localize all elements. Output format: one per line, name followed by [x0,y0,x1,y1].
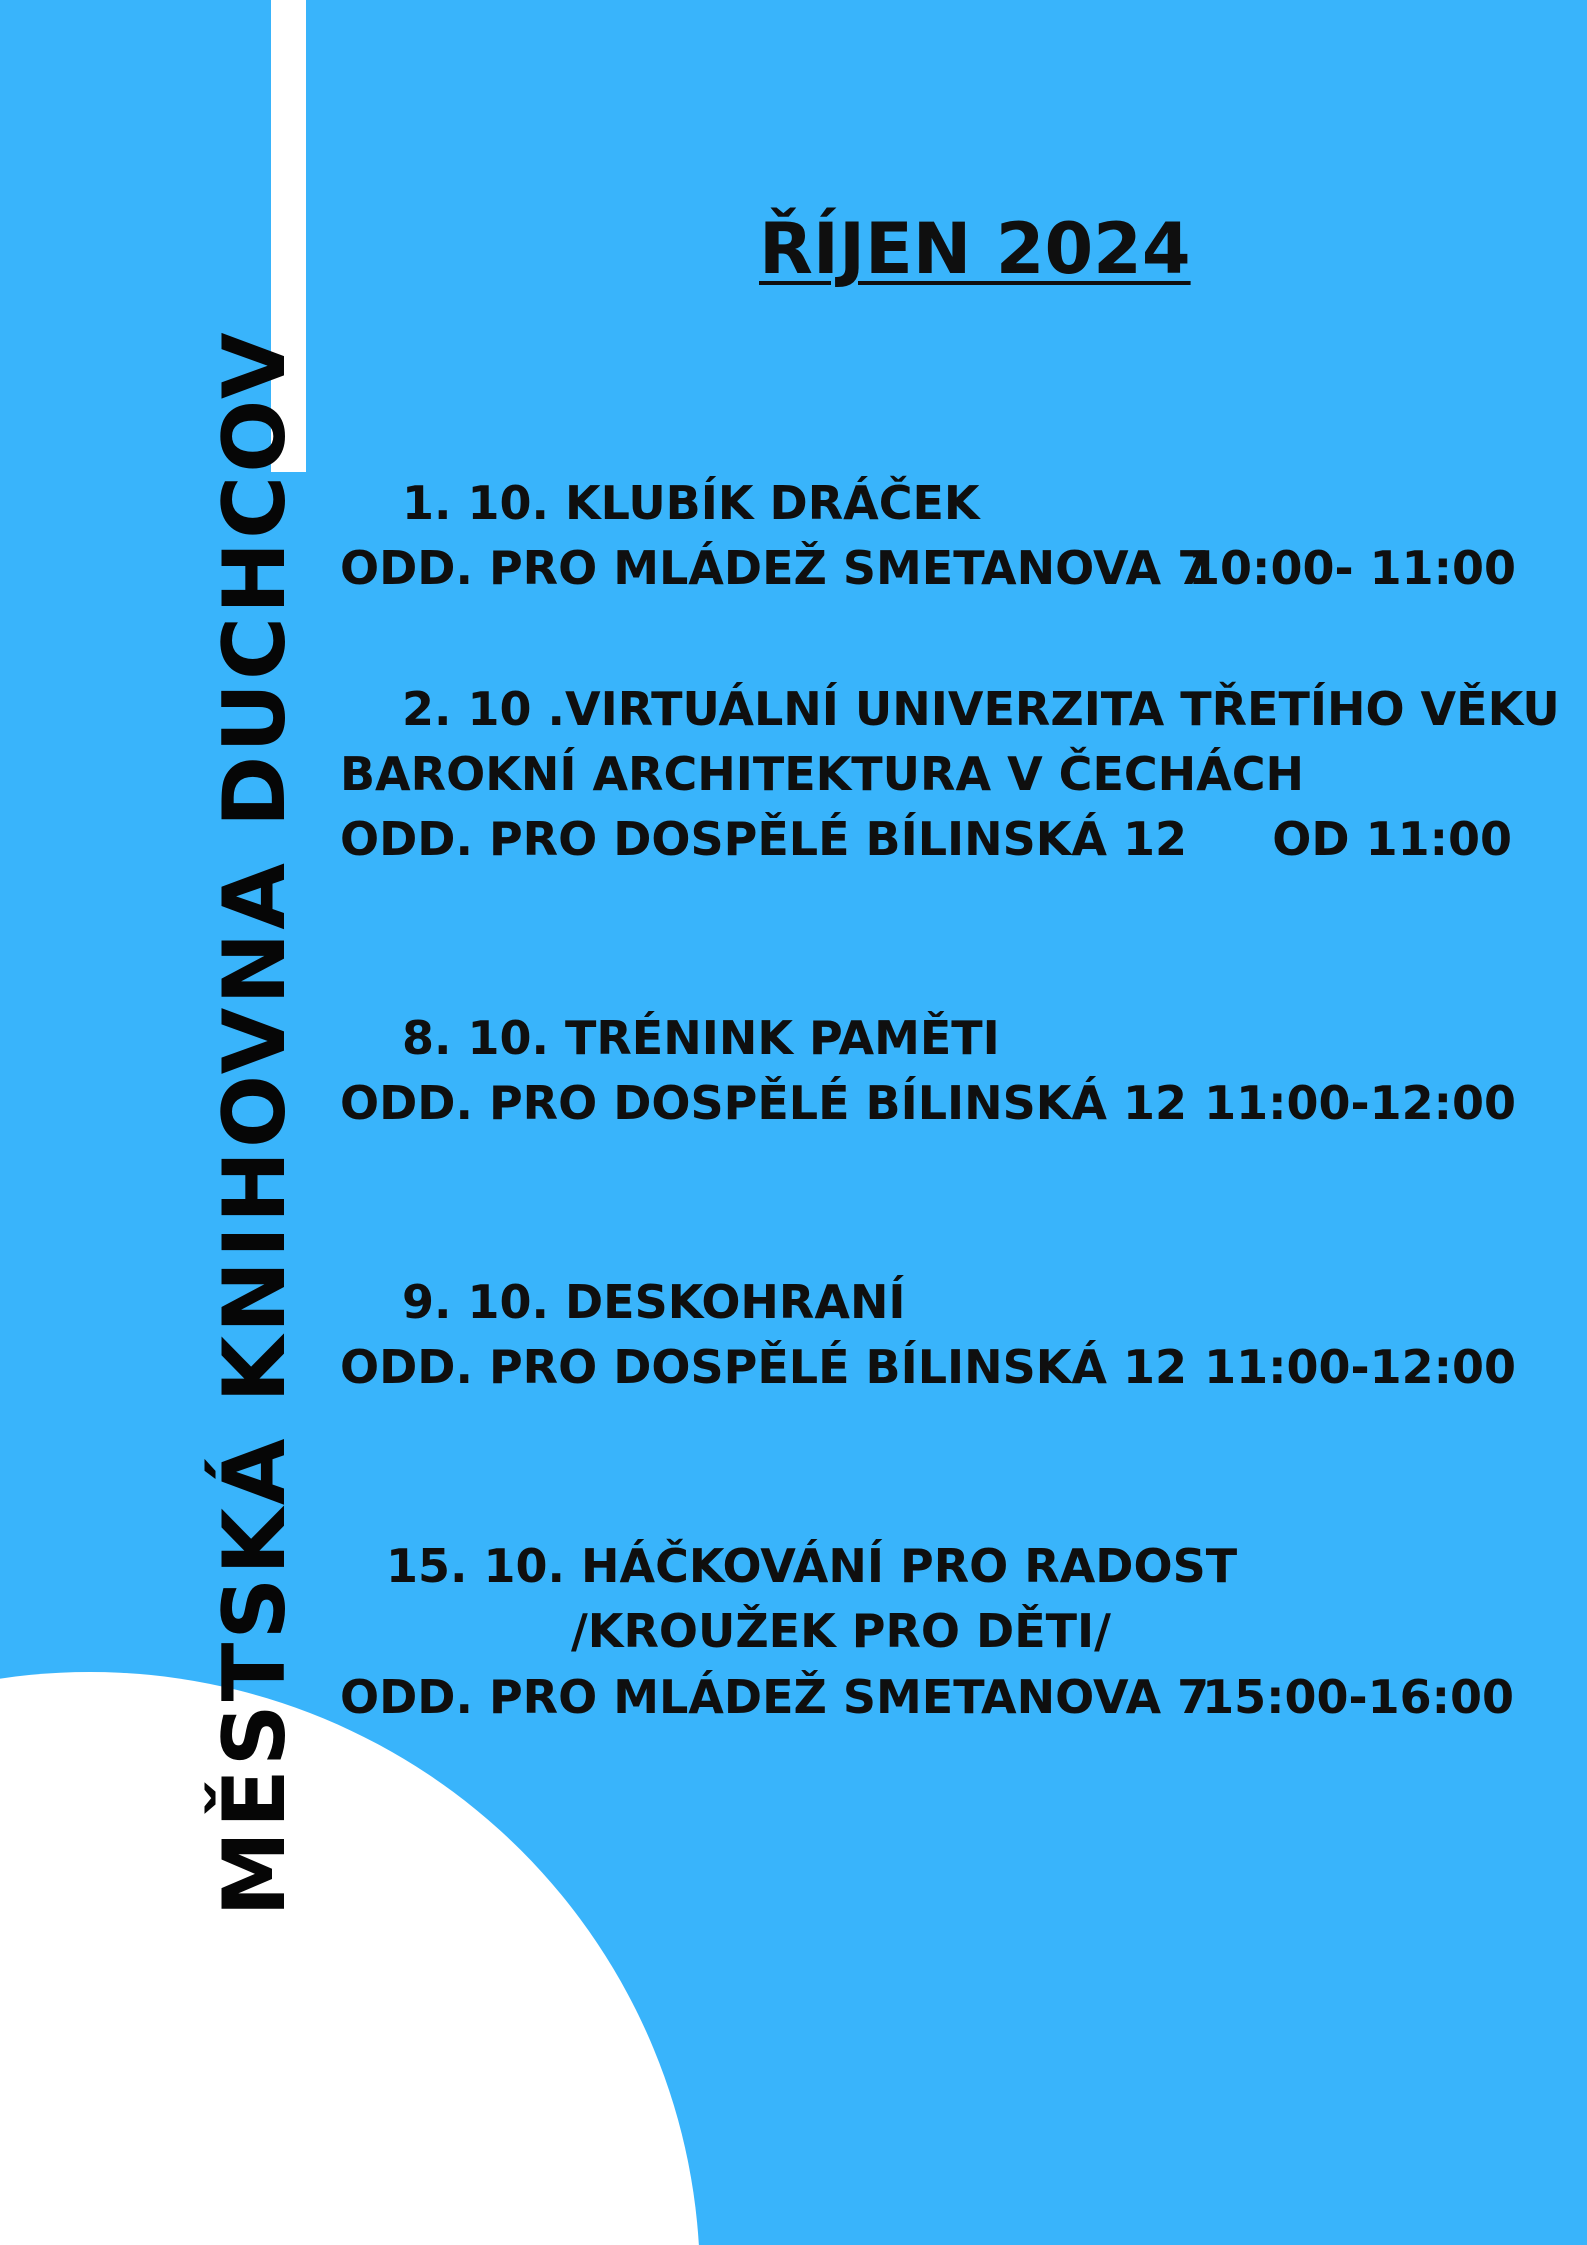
event-3-time: 11:00-12:00 [1204,1076,1516,1130]
event-3-place: ODD. PRO DOSPĚLÉ BÍLINSKÁ 12 [340,1076,1188,1130]
library-name-vertical: MĚSTSKÁ KNIHOVNA DUCHCOV [205,329,305,1917]
event-2-time: OD 11:00 [1272,812,1512,866]
event-4-place: ODD. PRO DOSPĚLÉ BÍLINSKÁ 12 [340,1340,1188,1394]
event-4-title: 9. 10. DESKOHRANÍ [402,1275,906,1329]
event-2-place: ODD. PRO DOSPĚLÉ BÍLINSKÁ 12 [340,812,1188,866]
event-5-place: ODD. PRO MLÁDEŽ SMETANOVA 7 [340,1670,1210,1724]
event-5-time: 15:00-16:00 [1202,1670,1514,1724]
event-3-title: 8. 10. TRÉNINK PAMĚTI [402,1011,1000,1065]
event-2-title: 2. 10 .VIRTUÁLNÍ UNIVERZITA TŘETÍHO VĚKU [402,682,1560,736]
event-2-subtitle: BAROKNÍ ARCHITEKTURA V ČECHÁCH [340,747,1304,801]
event-1-place: ODD. PRO MLÁDEŽ SMETANOVA 7 [340,541,1210,595]
event-5-title: 15. 10. HÁČKOVÁNÍ PRO RADOST [386,1539,1238,1593]
event-1-time: 10:00- 11:00 [1188,541,1516,595]
event-4-time: 11:00-12:00 [1204,1340,1516,1394]
event-5-subtitle: /KROUŽEK PRO DĚTI/ [571,1604,1111,1658]
month-title: ŘÍJEN 2024 [759,208,1191,290]
event-1-title: 1. 10. KLUBÍK DRÁČEK [402,476,980,530]
